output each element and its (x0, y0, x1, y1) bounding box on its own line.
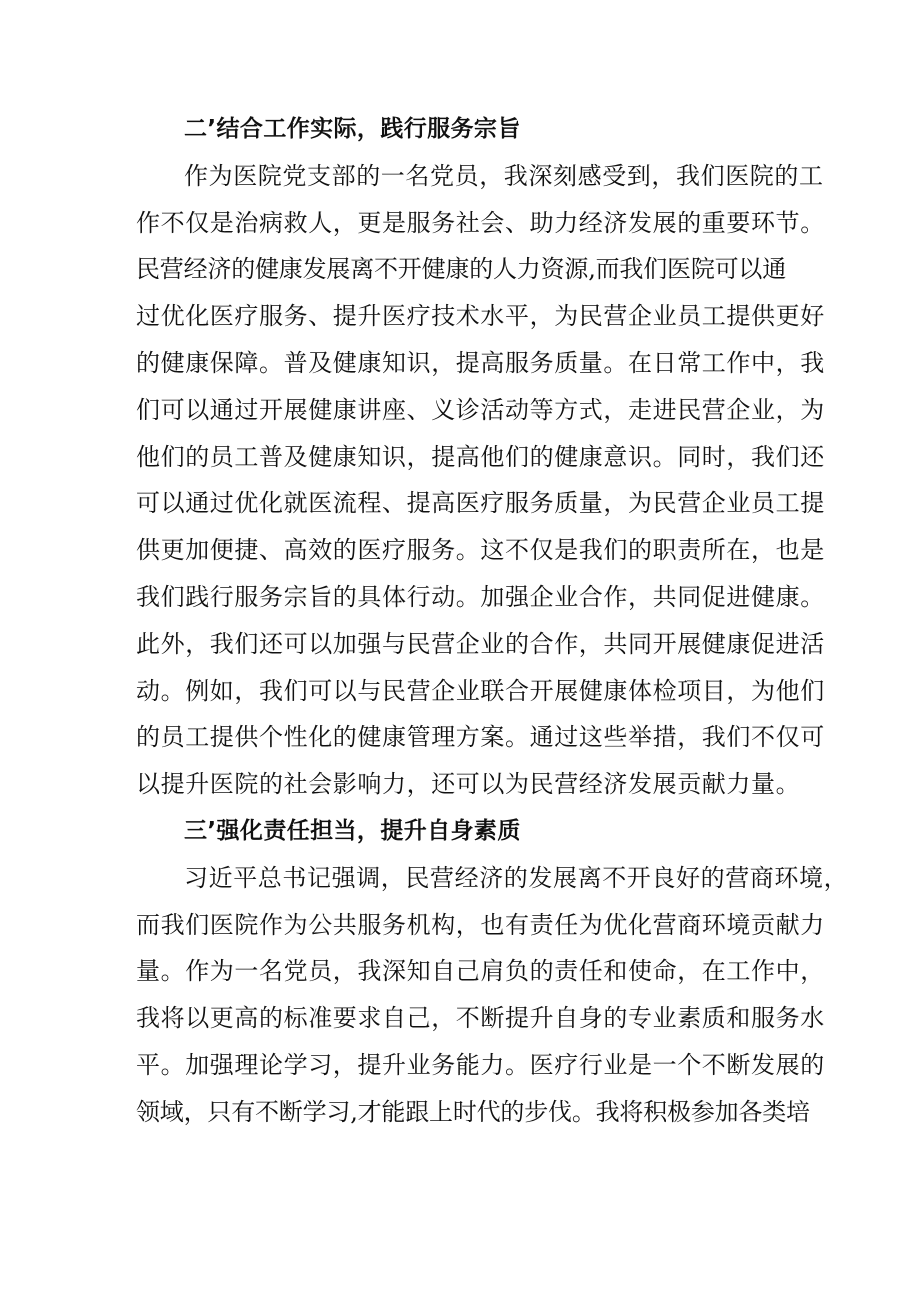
section-heading-2: 二’结合工作实际，践行服务宗旨 (184, 116, 521, 142)
paragraph-line: 作不仅是治病救人，更是服务社会、助力经济发展的重要环节。 (136, 208, 825, 237)
paragraph-line: 此外，我们还可以加强与民营企业的合作，共同开展健康促进活 (136, 629, 825, 658)
paragraph-line: 作为医院党支部的一名党员，我深刻感受到，我们医院的工 (184, 161, 824, 190)
paragraph-line: 而我们医院作为公共服务机构，也有责任为优化营商环境贡献力 (136, 910, 825, 939)
paragraph-line: 过优化医疗服务、提升医疗技术水平，为民营企业员工提供更好 (136, 302, 825, 331)
paragraph-line: 量。作为一名党员，我深知自己肩负的责任和使命，在工作中， (136, 957, 825, 986)
paragraph-line: 以提升医院的社会影响力，还可以为民营经济发展贡献力量。 (136, 770, 801, 799)
paragraph-line: 我将以更高的标准要求自己，不断提升自身的专业素质和服务水 (136, 1004, 825, 1033)
paragraph-line: 平。加强理论学习，提升业务能力。医疗行业是一个不断发展的 (136, 1050, 825, 1079)
paragraph-line: 可以通过优化就医流程、提高医疗服务质量，为民营企业员工提 (136, 489, 825, 518)
paragraph-line: 我们践行服务宗旨的具体行动。加强企业合作，共同促进健康。 (136, 582, 825, 611)
document-body (136, 106, 849, 1136)
paragraph-line: 习近平总书记强调，民营经济的发展离不开良好的营商环境， (184, 863, 849, 892)
paragraph-line: 的健康保障。普及健康知识，提高服务质量。在日常工作中，我 (136, 348, 825, 377)
paragraph-line: 的员工提供个性化的健康管理方案。通过这些举措，我们不仅可 (136, 723, 825, 752)
paragraph-line: 民营经济的健康发展离不开健康的人力资源,而我们医院可以通 (136, 255, 787, 284)
paragraph-line: 动。例如，我们可以与民营企业联合开展健康体检项目，为他们 (136, 676, 825, 705)
paragraph-line: 们可以通过开展健康讲座、义诊活动等方式，走进民营企业，为 (136, 395, 825, 424)
section-heading-3: 三’强化责任担当，提升自身素质 (184, 817, 521, 844)
paragraph-line: 供更加便捷、高效的医疗服务。这不仅是我们的职责所在，也是 (136, 536, 825, 565)
paragraph-line: 领域，只有不断学习,才能跟上时代的步伐。我将积极参加各类培 (136, 1097, 810, 1126)
paragraph-line: 他们的员工普及健康知识，提高他们的健康意识。同时，我们还 (136, 442, 825, 471)
